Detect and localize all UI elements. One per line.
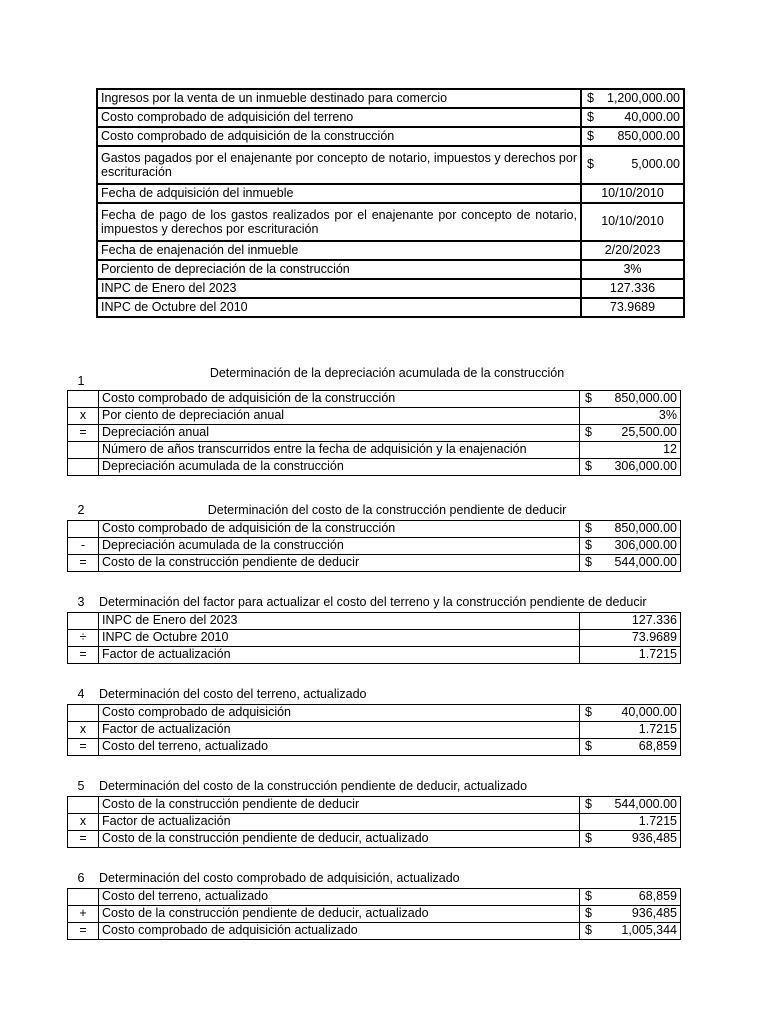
currency-symbol: $	[585, 797, 592, 812]
operator	[68, 521, 99, 538]
section-number: 3	[77, 595, 85, 609]
row-label: Costo comprobado de adquisición de la construcción	[99, 391, 580, 408]
row-label: Factor de actualización	[99, 722, 580, 739]
table-row	[68, 459, 681, 476]
row-value: 1,200,000.00	[607, 90, 680, 105]
section-title: Determinación del costo comprobado de adquisición, actualizado	[99, 871, 460, 885]
currency-symbol: $	[587, 109, 594, 124]
row-value: 850,000.00	[617, 128, 680, 143]
row-label: Costo de la construcción pendiente de deducir	[99, 797, 580, 814]
currency-symbol: $	[585, 705, 592, 720]
row-value: 3%	[581, 260, 684, 279]
row-label: Factor de actualización	[99, 647, 580, 664]
operator: =	[68, 923, 99, 940]
row-label: Costo comprobado de adquisición	[99, 705, 580, 722]
table-row	[68, 425, 681, 442]
table-row	[68, 613, 681, 630]
table-row	[68, 814, 681, 831]
row-label: Por ciento de depreciación anual	[99, 408, 580, 425]
row-value: 544,000.00	[614, 555, 677, 570]
section-title: Determinación del factor para actualizar el costo del terreno y la construcción pendiente de deducir	[99, 595, 647, 609]
row-value: 1.7215	[580, 647, 681, 664]
section-number: 1	[77, 374, 85, 388]
row-value: 10/10/2010	[581, 184, 684, 203]
row-label: Costo comprobado de adquisición de la construcción	[97, 127, 581, 146]
row-label: Costo comprobado de adquisición del terreno	[97, 108, 581, 127]
table-row	[68, 906, 681, 923]
row-value: 306,000.00	[614, 538, 677, 553]
row-value: 10/10/2010	[581, 203, 684, 241]
row-value: 127.336	[580, 613, 681, 630]
row-value: 1.7215	[580, 814, 681, 831]
operator: -	[68, 538, 99, 555]
currency-symbol: $	[585, 459, 592, 474]
row-label: INPC de Octubre 2010	[99, 630, 580, 647]
row-label: INPC de Enero del 2023	[99, 613, 580, 630]
currency-symbol: $	[585, 923, 592, 938]
row-label: Costo del terreno, actualizado	[99, 739, 580, 756]
row-value: 73.9689	[581, 298, 684, 317]
row-label: Depreciación acumulada de la construcción	[99, 459, 580, 476]
row-label: INPC de Octubre del 2010	[97, 298, 581, 317]
table-row	[68, 739, 681, 756]
table-row	[68, 555, 681, 572]
row-value: 40,000.00	[624, 109, 680, 124]
input-data-table	[96, 88, 685, 318]
row-label: Fecha de adquisición del inmueble	[97, 184, 581, 203]
currency-symbol: $	[585, 538, 592, 553]
currency-symbol: $	[585, 739, 592, 754]
operator	[68, 705, 99, 722]
section-title: Determinación del costo del terreno, actualizado	[99, 687, 367, 701]
table-row	[97, 184, 684, 203]
row-label: Fecha de enajenación del inmueble	[97, 241, 581, 260]
row-value: 5,000.00	[631, 157, 680, 172]
row-label: Costo comprobado de adquisición actualizado	[99, 923, 580, 940]
section-5-table	[67, 796, 681, 848]
operator: +	[68, 906, 99, 923]
row-label: INPC de Enero del 2023	[97, 279, 581, 298]
row-label: Ingresos por la venta de un inmueble destinado para comercio	[97, 89, 581, 108]
operator: =	[68, 555, 99, 572]
operator: =	[68, 647, 99, 664]
row-value: 2/20/2023	[581, 241, 684, 260]
row-value: 936,485	[631, 906, 677, 921]
row-value: 12	[580, 442, 681, 459]
row-value: 68,859	[638, 739, 677, 754]
row-value: 306,000.00	[614, 459, 677, 474]
table-row	[97, 127, 684, 146]
table-row	[97, 146, 684, 184]
table-row	[68, 647, 681, 664]
row-label: Costo del terreno, actualizado	[99, 889, 580, 906]
table-row	[68, 722, 681, 739]
table-row	[97, 108, 684, 127]
section-title: Determinación de la depreciación acumulada de la construcción	[209, 366, 565, 380]
operator	[68, 442, 99, 459]
table-row	[68, 408, 681, 425]
currency-symbol: $	[587, 90, 594, 105]
table-row	[97, 279, 684, 298]
operator: =	[68, 831, 99, 848]
table-row	[68, 630, 681, 647]
currency-symbol: $	[585, 889, 592, 904]
currency-symbol: $	[587, 128, 594, 143]
operator: x	[68, 408, 99, 425]
row-value: 544,000.00	[614, 797, 677, 812]
row-value: 850,000.00	[614, 391, 677, 406]
section-number: 6	[77, 871, 85, 885]
row-value: 1.7215	[580, 722, 681, 739]
operator: ÷	[68, 630, 99, 647]
row-value: 25,500.00	[621, 425, 677, 440]
row-label: Gastos pagados por el enajenante por concepto de notario, impuestos y derechos por escrituración	[97, 146, 581, 184]
section-1-table	[67, 390, 681, 476]
row-value: 127.336	[581, 279, 684, 298]
row-value: 40,000.00	[621, 705, 677, 720]
row-label: Costo de la construcción pendiente de deducir, actualizado	[99, 831, 580, 848]
row-label: Fecha de pago de los gastos realizados por el enajenante por concepto de notario, impuestos y derechos por escrituración	[97, 203, 581, 241]
table-row	[97, 89, 684, 108]
row-value: 3%	[580, 408, 681, 425]
table-row	[68, 797, 681, 814]
operator: =	[68, 425, 99, 442]
table-row	[68, 831, 681, 848]
operator: =	[68, 739, 99, 756]
operator: x	[68, 722, 99, 739]
operator	[68, 889, 99, 906]
currency-symbol: $	[585, 521, 592, 536]
row-value: 936,485	[631, 831, 677, 846]
table-row	[68, 705, 681, 722]
section-2-table	[67, 520, 681, 572]
section-number: 5	[77, 779, 85, 793]
table-row	[97, 241, 684, 260]
section-6-table	[67, 888, 681, 940]
currency-symbol: $	[587, 157, 594, 172]
table-row	[68, 521, 681, 538]
currency-symbol: $	[585, 906, 592, 921]
row-label: Costo comprobado de adquisición de la construcción	[99, 521, 580, 538]
section-number: 4	[77, 687, 85, 701]
section-title: Determinación del costo de la construcción pendiente de deducir	[207, 503, 567, 517]
row-value: 1,005,344	[621, 923, 677, 938]
currency-symbol: $	[585, 391, 592, 406]
table-row	[97, 298, 684, 317]
operator: x	[68, 814, 99, 831]
table-row	[68, 889, 681, 906]
row-value: 73.9689	[580, 630, 681, 647]
row-value: 68,859	[638, 889, 677, 904]
table-row	[68, 391, 681, 408]
table-row	[97, 203, 684, 241]
row-label: Depreciación anual	[99, 425, 580, 442]
operator	[68, 797, 99, 814]
currency-symbol: $	[585, 555, 592, 570]
row-label: Costo de la construcción pendiente de deducir	[99, 555, 580, 572]
operator	[68, 613, 99, 630]
row-label: Depreciación acumulada de la construcción	[99, 538, 580, 555]
table-row	[68, 538, 681, 555]
row-label: Número de años transcurridos entre la fecha de adquisición y la enajenación	[99, 442, 580, 459]
table-row	[97, 260, 684, 279]
row-label: Porciento de depreciación de la construcción	[97, 260, 581, 279]
currency-symbol: $	[585, 425, 592, 440]
currency-symbol: $	[585, 831, 592, 846]
table-row	[68, 923, 681, 940]
section-4-table	[67, 704, 681, 756]
operator	[68, 391, 99, 408]
row-label: Factor de actualización	[99, 814, 580, 831]
section-title: Determinación del costo de la construcción pendiente de deducir, actualizado	[99, 779, 528, 793]
operator	[68, 459, 99, 476]
table-row	[68, 442, 681, 459]
section-number: 2	[77, 503, 85, 517]
row-label: Costo de la construcción pendiente de deducir, actualizado	[99, 906, 580, 923]
section-3-table	[67, 612, 681, 664]
row-value: 850,000.00	[614, 521, 677, 536]
